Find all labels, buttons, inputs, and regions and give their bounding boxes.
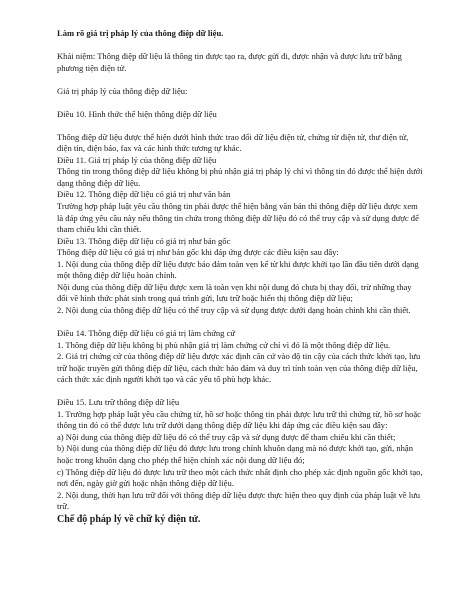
document-title: Làm rõ giá trị pháp lý của thông điệp dữ liệu.: [57, 28, 224, 38]
article-13-intro: Thông điệp dữ liệu có giá trị như bản gốc khi đáp ứng được các điều kiện sau đây:: [57, 247, 339, 258]
article-15-item-2: 2. Nội dung, thời hạn lưu trữ đối với thông điệp dữ liệu được thực hiện theo quy định của pháp luật về lưu trữ.: [57, 489, 420, 512]
article-14-item-2: 2. Giá trị chứng cứ của thông điệp dữ liệu được xác định căn cứ vào độ tin cậy của cách thức khởi tạo, lưu trữ hoặc truyền gửi thông điệp dữ liệu, cách thức bảo đảm và duy trì tính toàn vẹn của thông điệp dữ liệu, cách thức xác định người khởi tạo và các yếu tố phù hợp khác.: [57, 351, 421, 385]
article-11-body: Thông tin trong thông điệp dữ liệu không bị phủ nhận giá trị pháp lý chỉ vì thông tin đó được thể hiện dưới dạng thông điệp dữ liệu.: [57, 166, 423, 188]
article-12-title: Điều 12. Thông điệp dữ liệu có giá trị như văn bản: [57, 189, 231, 200]
article-11-title: Điều 11. Giá trị pháp lý của thông điệp dữ liệu: [57, 154, 217, 165]
article-13-title: Điều 13. Thông điệp dữ liệu có giá trị như bản gốc: [57, 235, 231, 246]
spacer: [57, 386, 424, 398]
spacer: [57, 74, 424, 86]
article-15-item-1: 1. Trường hợp pháp luật yêu cầu chứng từ, hồ sơ hoặc thông tin phải được lưu trữ thì chứng từ, hồ sơ hoặc thông tin đó có thể được lưu trữ dưới dạng thông điệp dữ liệu khi đáp ứng các điều kiện sau đây:: [57, 408, 421, 431]
article-15-item-1b: b) Nội dung của thông điệp dữ liệu đó được lưu trong chính khuôn dạng mà nó được khởi tạo, gửi, nhận hoặc trong khuôn dạng cho phép thể hiện chính xác nội dung dữ liệu đó;: [57, 443, 413, 465]
spacer: [57, 97, 424, 109]
article-14-title: Điều 14. Thông điệp dữ liệu có giá trị làm chứng cứ: [57, 327, 235, 338]
article-13-item-1: 1. Nội dung của thông điệp dữ liệu được bảo đảm toàn vẹn kể từ khi được khởi tạo lần đầu tiên dưới dạng một thông điệp dữ liệu hoàn chỉnh.: [57, 258, 419, 281]
section-heading-electronic-signature: Chế độ pháp lý về chữ ký điện tử.: [57, 513, 201, 525]
article-15-title: Điều 15. Lưu trữ thông điệp dữ liệu: [57, 397, 180, 408]
article-14-item-1: 1. Thông điệp dữ liệu không bị phủ nhận giá trị làm chứng cứ chỉ vì đó là một thông điệp dữ liệu.: [57, 339, 391, 350]
spacer: [57, 316, 424, 328]
article-13-item-2: 2. Nội dung của thông điệp dữ liệu có thể truy cập và sử dụng được dưới dạng hoàn chỉnh khi cần thiết.: [57, 304, 411, 315]
spacer: [57, 40, 424, 52]
article-10-body: Thông điệp dữ liệu được thể hiện dưới hình thức trao đổi dữ liệu điện tử, chứng từ điện tử, thư điện tử, điện tín, điện báo, fax và các hình thức tương tự khác.: [57, 131, 409, 154]
definition-paragraph: Khái niệm: Thông điệp dữ liệu là thông tin được tạo ra, được gửi đi, được nhận và được lưu trữ bằng phương tiện điện tử.: [57, 51, 402, 73]
legal-value-heading: Giá trị pháp lý của thông điệp dữ liệu:: [57, 85, 188, 96]
article-13-item-1-note: Nội dung của thông điệp dữ liệu được xem là toàn vẹn khi nội dung đó chưa bị thay đổi, trừ những thay đổi về hình thức phát sinh trong quá trình gửi, lưu trữ hoặc hiển thị thông điệp dữ liệu;: [57, 281, 412, 304]
article-12-body: Trường hợp pháp luật yêu cầu thông tin phải được thể hiện bằng văn bản thì thông điệp dữ liệu được xem là đáp ứng yêu cầu này nếu thông tin chứa trong thông điệp dữ liệu đó có thể truy cập và sử dụng được để tham chiếu khi cần thiết.: [57, 201, 419, 235]
article-15-item-1a: a) Nội dung của thông điệp dữ liệu đó có thể truy cập và sử dụng được để tham chiếu khi cần thiết;: [57, 431, 396, 442]
spacer: [57, 120, 424, 132]
article-10-title: Điều 10. Hình thức thể hiện thông điệp dữ liệu: [57, 108, 217, 119]
article-15-item-1c: c) Thông điệp dữ liệu đó được lưu trữ theo một cách thức nhất định cho phép xác định nguồn gốc khởi tạo, nơi đến, ngày giờ gửi hoặc nhận thông điệp dữ liệu.: [57, 466, 423, 489]
